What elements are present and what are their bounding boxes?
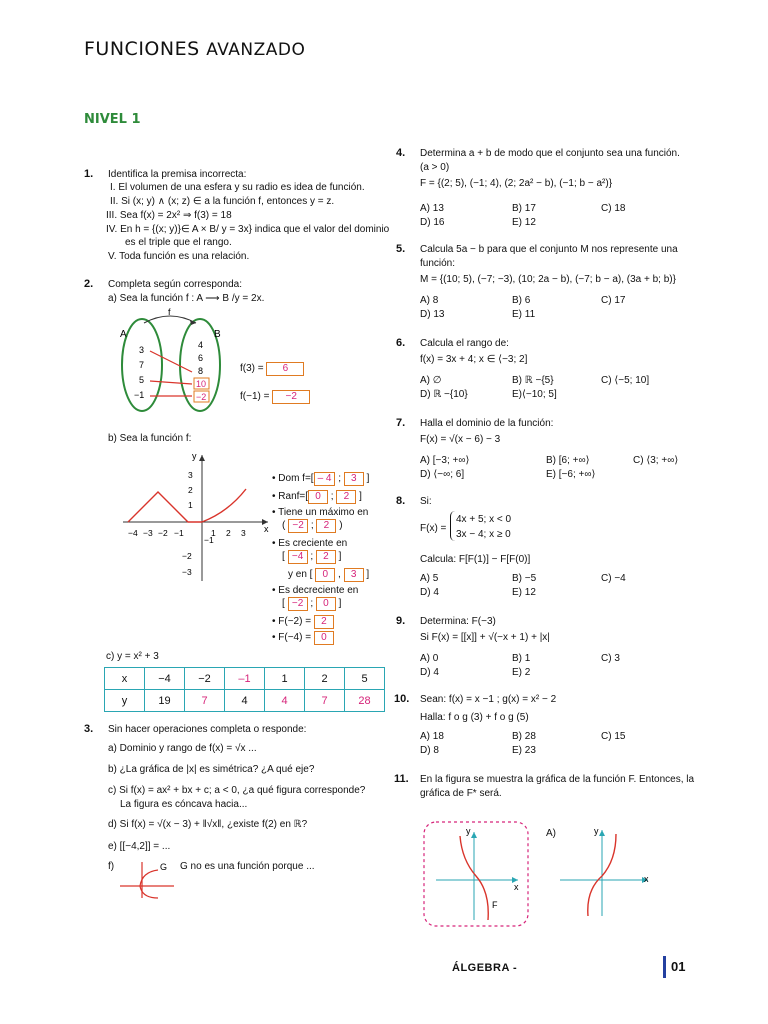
fig-a-y-label: y — [594, 826, 599, 836]
option: A) 0 — [420, 653, 439, 664]
table-cell: –1 — [225, 668, 265, 690]
set-label-b: B — [214, 329, 221, 340]
y-tick: 2 — [188, 485, 193, 495]
mapping-diagram — [112, 305, 232, 420]
answer-box: 0 — [315, 568, 335, 582]
x-tick: 1 — [211, 528, 216, 538]
option: D) ⟨−∞; 6] — [420, 469, 465, 480]
table-cell: 2 — [305, 668, 345, 690]
fig-x-label: x — [514, 882, 519, 892]
domain-value: 7 — [139, 360, 145, 370]
fig-a-x-label: x — [644, 874, 649, 884]
option: E) [−6; +∞⟩ — [546, 469, 596, 480]
answer-box: −2 — [288, 519, 308, 533]
domain-value: 3 — [139, 345, 145, 355]
x-tick: −4 — [128, 528, 138, 538]
fig-f-label: F — [492, 900, 498, 910]
option: B) −5 — [512, 573, 537, 584]
codomain-value: −2 — [196, 392, 207, 402]
option: C) 18 — [601, 203, 626, 214]
option: B) 28 — [512, 731, 536, 742]
table-cell: 19 — [145, 690, 185, 712]
y-tick: −2 — [182, 551, 192, 561]
option: A) 13 — [420, 203, 444, 214]
option: A) [−3; +∞⟩ — [420, 455, 470, 466]
page-number: 01 — [671, 959, 686, 974]
answer-box: 0 — [308, 490, 328, 504]
table-header-y: y — [105, 690, 145, 712]
map-label-f: f — [168, 307, 171, 317]
option: A) 8 — [420, 295, 439, 306]
domain-value: −1 — [134, 390, 145, 400]
x-tick: −1 — [174, 528, 184, 538]
option: E) 11 — [512, 309, 536, 320]
option: B) [6; +∞⟩ — [546, 455, 590, 466]
answer-box: 2 — [316, 519, 336, 533]
x-tick: −3 — [143, 528, 153, 538]
answer-box: −2 — [288, 597, 308, 611]
graph-g — [118, 858, 178, 900]
codomain-value: 6 — [198, 353, 204, 363]
function-graph — [118, 447, 278, 587]
option: B) ℝ −{5} — [512, 375, 554, 386]
option: A) ∅ — [420, 375, 442, 386]
option: D) ℝ −{10} — [420, 389, 468, 400]
table-cell: 4 — [265, 690, 305, 712]
option: B) 17 — [512, 203, 536, 214]
option: D) 8 — [420, 745, 439, 756]
option: E) 12 — [512, 587, 536, 598]
x-axis-label: x — [264, 524, 269, 534]
option: E) 23 — [512, 745, 536, 756]
table-cell: −2 — [185, 668, 225, 690]
set-label-a: A — [120, 329, 127, 340]
option: E)⟨−10; 5] — [512, 389, 557, 400]
option: E) 12 — [512, 217, 536, 228]
option: C) ⟨−5; 10] — [601, 375, 650, 386]
brace — [450, 511, 455, 541]
x-tick: 3 — [241, 528, 246, 538]
option: D) 4 — [420, 667, 439, 678]
x-tick: −2 — [158, 528, 168, 538]
option: A) 5 — [420, 573, 439, 584]
answer-box: 3 — [344, 568, 364, 582]
figure-option-a — [558, 820, 658, 920]
answer-box: – 4 — [314, 472, 336, 486]
page-title: FUNCIONES AVANZADO — [84, 38, 306, 60]
answer-box: 0 — [316, 597, 336, 611]
option: C) ⟨3; +∞⟩ — [633, 455, 679, 466]
y-tick: 3 — [188, 470, 193, 480]
answer-box: 6 — [266, 362, 304, 376]
answer-box: −4 — [288, 550, 308, 564]
y-tick: −3 — [182, 567, 192, 577]
answer-box: −2 — [272, 390, 310, 404]
option: C) −4 — [601, 573, 626, 584]
option: C) 17 — [601, 295, 626, 306]
answer-box: 0 — [314, 631, 334, 645]
option: B) 6 — [512, 295, 531, 306]
table-cell: 7 — [305, 690, 345, 712]
option: D) 16 — [420, 217, 445, 228]
option: D) 4 — [420, 587, 439, 598]
table-cell: 1 — [265, 668, 305, 690]
option: D) 13 — [420, 309, 445, 320]
fig-y-label: y — [466, 826, 471, 836]
domain-value: 5 — [139, 375, 145, 385]
table-cell: 7 — [185, 690, 225, 712]
answer-box: 3 — [344, 472, 364, 486]
y-tick: 1 — [188, 500, 193, 510]
codomain-value: 8 — [198, 366, 204, 376]
option: A) 18 — [420, 731, 444, 742]
codomain-value: 10 — [196, 379, 207, 389]
graph-label-g: G — [160, 862, 168, 872]
option: B) 1 — [512, 653, 531, 664]
answer-box: 2 — [314, 615, 334, 629]
table-header-x: x — [105, 668, 145, 690]
y-axis-label: y — [192, 451, 197, 461]
level-heading: NIVEL 1 — [84, 112, 141, 127]
answer-box: 2 — [316, 550, 336, 564]
option: C) 3 — [601, 653, 620, 664]
y-tick: −1 — [204, 535, 214, 545]
figure-f — [422, 820, 532, 930]
answer-box: 2 — [336, 490, 356, 504]
values-table — [104, 667, 385, 712]
codomain-value: 4 — [198, 340, 204, 350]
footer-divider — [663, 956, 666, 978]
table-cell: 5 — [345, 668, 385, 690]
table-cell: 28 — [345, 690, 385, 712]
table-cell: 4 — [225, 690, 265, 712]
footer-subject: ÁLGEBRA - — [452, 962, 518, 974]
option: E) 2 — [512, 667, 531, 678]
x-tick: 2 — [226, 528, 231, 538]
table-cell: −4 — [145, 668, 185, 690]
option: C) 15 — [601, 731, 626, 742]
